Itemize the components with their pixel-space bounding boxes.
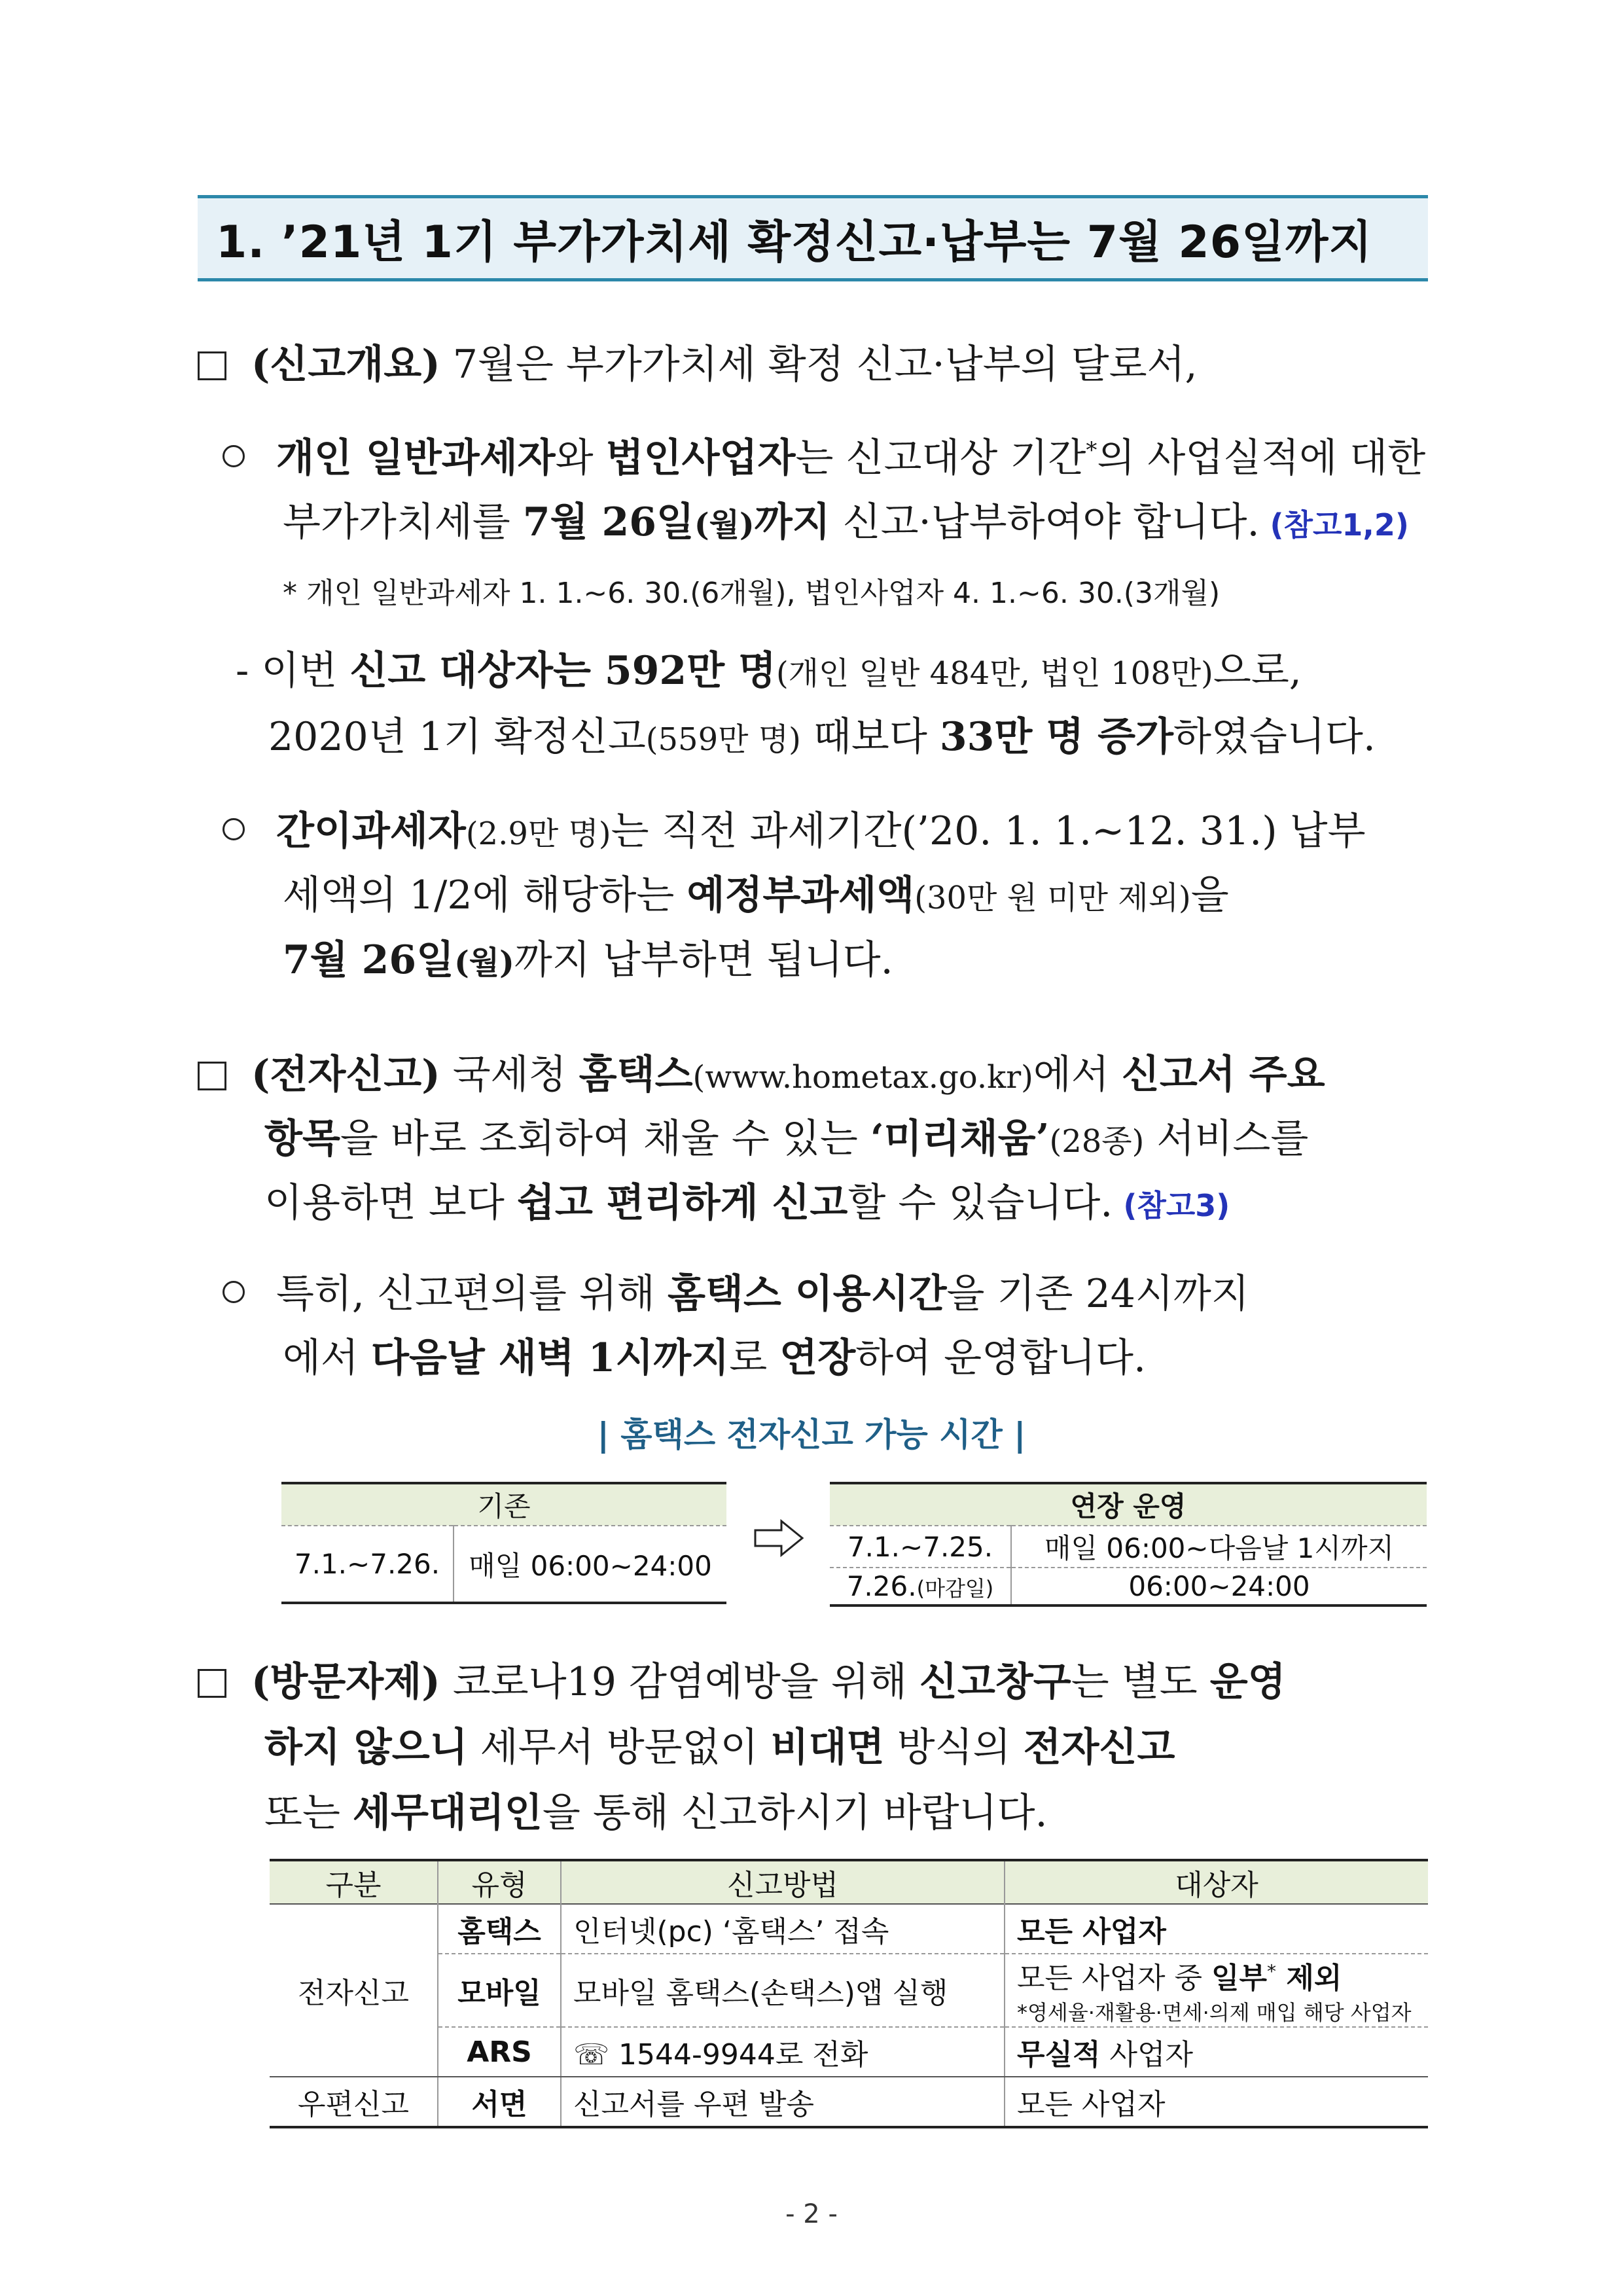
footnote: * 개인 일반과세자 1. 1.~6. 30.(6개월), 법인사업자 4. 1.~6. 30.(3개월) xyxy=(283,577,1221,610)
text: (559만 명) xyxy=(645,721,801,758)
text-bold: 간이과세자 xyxy=(276,808,466,854)
group-mail: 우편신고 xyxy=(270,2077,438,2127)
text-bold: 다음날 새벽 1시까지 xyxy=(371,1335,730,1381)
reference-link: (참고3) xyxy=(1113,1188,1230,1223)
text: 을 바로 조회하여 채울 수 있는 xyxy=(340,1116,870,1162)
text: 때보다 xyxy=(800,714,940,760)
circle-bullet-icon xyxy=(223,818,245,840)
text-bold: 항목 xyxy=(264,1116,340,1162)
text-bold: ‘미리채움’ xyxy=(870,1116,1050,1162)
footnote-star: * xyxy=(1086,437,1097,463)
footnote-star: * xyxy=(1267,1960,1276,1982)
table-row xyxy=(270,1954,1428,2027)
table-row xyxy=(270,2027,1428,2077)
bullet-hometax-hours xyxy=(223,1271,1249,1317)
group-electronic: 전자신고 xyxy=(270,1904,438,2077)
after-row1-hours: 매일 06:00~다음날 1시까지 xyxy=(1011,1526,1427,1568)
text: 으로, xyxy=(1213,648,1302,694)
before-hours: 매일 06:00~24:00 xyxy=(454,1526,726,1603)
section2-line2 xyxy=(264,1116,1309,1162)
text-bold: 신고서 주요 xyxy=(1121,1052,1325,1098)
text: (30만 원 미만 제외) xyxy=(914,880,1191,916)
checkbox-square-icon xyxy=(198,1669,226,1698)
bullet-simplified-taxpayer xyxy=(223,808,1366,854)
hours-table-title: | 홈택스 전자신고 가능 시간 | xyxy=(597,1416,1026,1454)
col-header: 대상자 xyxy=(1005,1860,1428,1904)
text: 사업자 xyxy=(1100,2038,1194,2072)
text: 특히, 신고편의를 위해 xyxy=(276,1271,668,1317)
bullet-general-taxpayer xyxy=(223,435,1426,481)
section3-line2 xyxy=(264,1725,1175,1770)
hours-after-table xyxy=(830,1482,1427,1607)
text-bold: 하지 않으니 xyxy=(264,1725,468,1770)
text: 에서 xyxy=(1033,1052,1122,1098)
text-bold: 까지 xyxy=(754,499,830,545)
text-bold: 33만 명 증가 xyxy=(939,714,1174,760)
section-title xyxy=(198,195,1428,281)
table-row xyxy=(270,1904,1428,1954)
heading-bold: (전자신고) xyxy=(251,1052,440,1098)
after-row1-period: 7.1.~7.25. xyxy=(830,1526,1011,1568)
text: 서비스를 xyxy=(1144,1116,1309,1162)
section2-line3 xyxy=(264,1180,1230,1226)
bullet-hometax-hours-line2 xyxy=(283,1335,1147,1381)
heading-text: 7월은 부가가치세 확정 신고·납부의 달로서, xyxy=(440,342,1198,387)
text-bold: 신고창구 xyxy=(919,1659,1071,1705)
text: 할 수 있습니다. xyxy=(847,1180,1113,1226)
text: 신고·납부하여야 합니다. xyxy=(830,499,1260,545)
text-bold: 연장 xyxy=(779,1335,856,1381)
type-cell: 홈택스 xyxy=(438,1904,561,1954)
text: - 이번 xyxy=(236,648,350,694)
text: 세액의 1/2에 해당하는 xyxy=(283,872,687,918)
method-cell: 모바일 홈택스(손택스)앱 실행 xyxy=(561,1954,1005,2027)
text-bold: 홈택스 xyxy=(579,1052,693,1098)
period: 7.26. xyxy=(846,1570,917,1602)
target-cell xyxy=(1005,1954,1428,2027)
hours-before-table xyxy=(281,1482,726,1604)
text: (2.9만 명) xyxy=(465,816,611,852)
after-header: 연장 운영 xyxy=(830,1483,1427,1526)
text-bold: 세무대리인 xyxy=(353,1790,543,1836)
method-cell: 신고서를 우편 발송 xyxy=(561,2077,1005,2127)
text: 는 직전 과세기간(’20. 1. 1.~12. 31.) 납부 xyxy=(611,808,1366,854)
type-cell: ARS xyxy=(438,2027,561,2077)
text: 에서 xyxy=(283,1335,371,1381)
text-bold: (월) xyxy=(694,507,755,543)
after-row2-hours: 06:00~24:00 xyxy=(1011,1568,1427,1605)
col-header: 유형 xyxy=(438,1860,561,1904)
filing-methods-table xyxy=(270,1859,1428,2128)
before-header: 기존 xyxy=(281,1483,726,1526)
dash-item-target xyxy=(236,648,1302,694)
text-bold: 무실적 xyxy=(1017,2038,1101,2072)
text: 을 기존 24시까지 xyxy=(946,1271,1249,1317)
section3-heading xyxy=(198,1659,1286,1705)
text: 하여 운영합니다. xyxy=(855,1335,1147,1381)
circle-bullet-icon xyxy=(223,445,245,467)
bullet-simplified-taxpayer-line3 xyxy=(283,937,893,983)
checkbox-square-icon xyxy=(198,1062,226,1090)
checkbox-square-icon xyxy=(198,351,226,380)
method-cell: 인터넷(pc) ‘홈택스’ 접속 xyxy=(561,1904,1005,1954)
text-bold: 개인 일반과세자 xyxy=(276,435,556,481)
table-row xyxy=(270,2077,1428,2127)
heading-bold: (신고개요) xyxy=(251,342,440,387)
col-header: 신고방법 xyxy=(561,1860,1005,1904)
text: 방식의 xyxy=(884,1725,1024,1770)
right-arrow-icon xyxy=(753,1518,805,1558)
text: 세무서 방문없이 xyxy=(467,1725,771,1770)
text: 와 xyxy=(555,435,606,481)
circle-bullet-icon xyxy=(223,1281,245,1303)
text-bold: 예정부과세액 xyxy=(687,872,915,918)
text: 하였습니다. xyxy=(1173,714,1376,760)
text: 2020년 1기 확정신고 xyxy=(268,714,646,760)
text-bold: 7월 26일 xyxy=(522,499,694,545)
section2-heading xyxy=(198,1052,1325,1098)
text-bold: 7월 26일 xyxy=(283,937,455,983)
text: 이용하면 보다 xyxy=(264,1180,517,1226)
phone-icon: ☏ xyxy=(573,2038,610,2072)
text-bold: 신고 대상자는 592만 명 xyxy=(349,648,776,694)
text: 의 사업실적에 대한 xyxy=(1097,435,1426,481)
dash-item-target-line2 xyxy=(268,714,1376,760)
target-note: *영세율·재활용·면세·의제 매입 해당 사업자 xyxy=(1017,2000,1412,2025)
text: 는 신고대상 기간 xyxy=(795,435,1086,481)
text: 는 별도 xyxy=(1071,1659,1210,1705)
target-cell: 모든 사업자 xyxy=(1005,1904,1428,1954)
bullet-simplified-taxpayer-line2 xyxy=(283,872,1229,918)
text: 코로나19 감염예방을 위해 xyxy=(440,1659,919,1705)
after-row2-period xyxy=(830,1568,1011,1605)
text: 로 xyxy=(729,1335,780,1381)
text: 모든 사업자 중 xyxy=(1017,1962,1211,1995)
text-bold: (월) xyxy=(454,944,514,981)
reference-link: (참고1,2) xyxy=(1259,507,1409,543)
method-cell xyxy=(561,2027,1005,2077)
text: (www.hometax.go.kr) xyxy=(692,1059,1033,1096)
text: 국세청 xyxy=(440,1052,579,1098)
text: 1544-9944로 전화 xyxy=(609,2038,868,2072)
text: 을 xyxy=(1190,872,1229,918)
text-bold: 일부 xyxy=(1211,1962,1267,1995)
text: (개인 일반 484만, 법인 108만) xyxy=(776,655,1213,692)
page-number: - 2 - xyxy=(785,2199,838,2229)
text: 을 통해 신고하시기 바랍니다. xyxy=(542,1790,1048,1836)
text: 또는 xyxy=(264,1790,353,1836)
text: 부가가치세를 xyxy=(283,499,523,545)
section3-line3 xyxy=(264,1790,1048,1836)
text-bold: 제외 xyxy=(1276,1962,1342,1995)
type-cell: 서면 xyxy=(438,2077,561,2127)
type-cell: 모바일 xyxy=(438,1954,561,2027)
text-bold: 법인사업자 xyxy=(605,435,796,481)
text: 까지 납부하면 됩니다. xyxy=(514,937,893,983)
text-bold: 홈택스 이용시간 xyxy=(667,1271,947,1317)
bullet-general-taxpayer-line2 xyxy=(283,499,1409,545)
text-bold: 비대면 xyxy=(770,1725,885,1770)
col-header: 구분 xyxy=(270,1860,438,1904)
section-title-text: 1. ’21년 1기 부가가치세 확정신고·납부는 7월 26일까지 xyxy=(216,216,1373,268)
period-note: (마감일) xyxy=(916,1576,994,1601)
section1-heading xyxy=(198,342,1198,387)
text-bold: 전자신고 xyxy=(1023,1725,1175,1770)
target-cell xyxy=(1005,2027,1428,2077)
text: (28종) xyxy=(1049,1123,1145,1160)
heading-bold: (방문자제) xyxy=(251,1659,440,1705)
text-bold: 운영 xyxy=(1209,1659,1286,1705)
target-cell: 모든 사업자 xyxy=(1005,2077,1428,2127)
text-bold: 쉽고 편리하게 신고 xyxy=(516,1180,848,1226)
before-period: 7.1.~7.26. xyxy=(281,1526,454,1603)
